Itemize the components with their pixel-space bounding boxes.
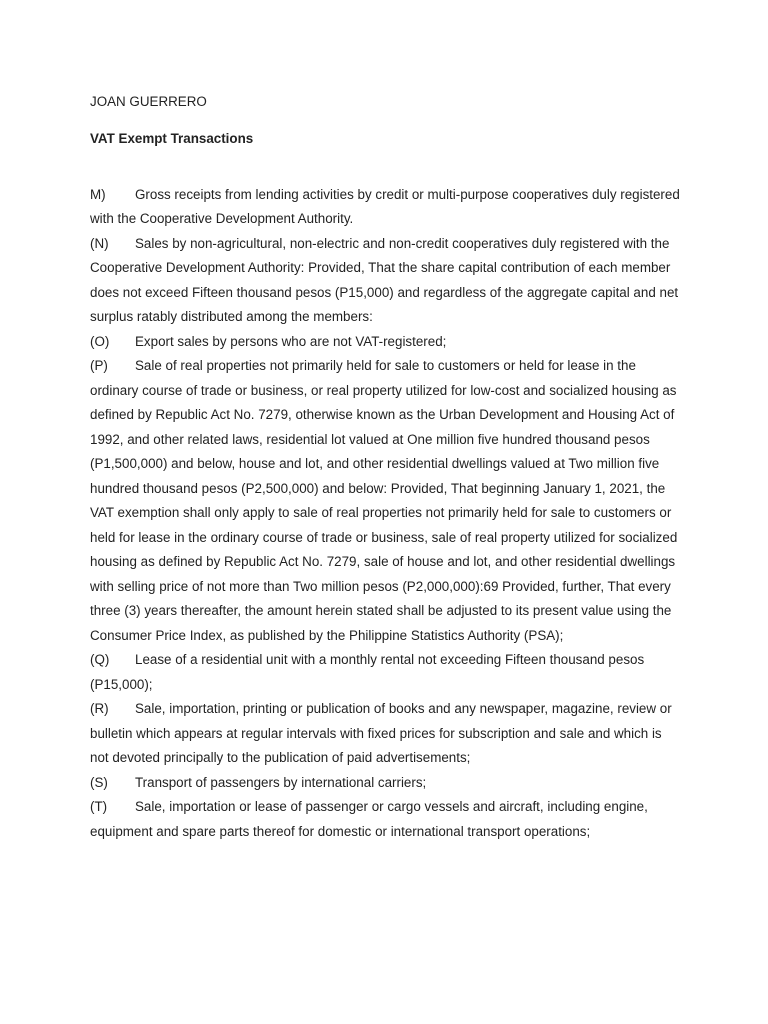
item-marker: (P) xyxy=(90,358,108,373)
item-text: Gross receipts from lending activities by credit or multi-purpose cooperatives duly registered with the Cooperative Development Authority. xyxy=(90,186,680,226)
item-marker: (O) xyxy=(90,333,110,349)
item-marker: M) xyxy=(90,186,106,202)
exempt-transactions-list xyxy=(90,183,682,845)
list-item-o xyxy=(90,330,682,355)
list-item-s xyxy=(90,771,682,796)
item-text: Lease of a residential unit with a monthly rental not exceeding Fifteen thousand pesos (P15,000); xyxy=(90,652,645,692)
item-text: Sale, importation, printing or publication of books and any newspaper, magazine, review or bulletin which appears at regular intervals with fixed prices for subscription and sale and which is not devoted principally to the publication of paid advertisements; xyxy=(90,701,672,765)
item-text: Transport of passengers by international carriers; xyxy=(135,774,427,790)
item-text: Sale of real properties not primarily held for sale to customers or held for lease in the ordinary course of trade or business, or real property utilized for low-cost and socialized housing as defined by Republic Act No. 7279, otherwise known as the Urban Development and Housing Act of 1992, and other related laws, residential lot valued at One million five hundred thousand pesos (P1,500,000) and below, house and lot, and other residential dwellings valued at Two million five hundred thousand pesos (P2,500,000) and below: Provided, That beginning January 1, 2021, the VAT exemption shall only apply to sale of real properties not primarily held for sale to customers or held for lease in the ordinary course of trade or business, sale of real property utilized for socialized housing as defined by Republic Act No. 7279, sale of house and lot, and other residential dwellings with selling price of not more than Two million pesos (P2,000,000):69 Provided, further, That every three (3) years thereafter, the amount herein stated shall be adjusted to its present value using the Consumer Price Index, as published by the Philippine Statistics Authority (PSA); xyxy=(90,358,678,643)
item-marker: (Q) xyxy=(90,652,110,667)
item-marker: (S) xyxy=(90,774,108,790)
item-text: Sale, importation or lease of passenger or cargo vessels and aircraft, including engine, equipment and spare parts thereof for domestic or international transport operations; xyxy=(90,799,648,839)
item-text: Sales by non-agricultural, non-electric and non-credit cooperatives duly registered with the Cooperative Development Authority: Provided, That the share capital contribution of each member does not exceed Fifteen thousand pesos (P15,000) and regardless of the aggregate capital and net surplus ratably distributed among the members: xyxy=(90,235,679,324)
document-body xyxy=(90,90,682,844)
list-item-t xyxy=(90,795,682,844)
item-marker: (R) xyxy=(90,701,109,716)
list-item-n xyxy=(90,232,682,330)
item-marker: (T) xyxy=(90,799,108,814)
document-title: VAT Exempt Transactions xyxy=(90,131,254,146)
item-marker: (N) xyxy=(90,235,109,251)
item-text: Export sales by persons who are not VAT-registered; xyxy=(135,333,447,349)
list-item-q xyxy=(90,648,682,697)
list-item-m xyxy=(90,183,682,232)
list-item-p xyxy=(90,354,682,648)
author-name: JOAN GUERRERO xyxy=(90,94,207,109)
list-item-r xyxy=(90,697,682,771)
